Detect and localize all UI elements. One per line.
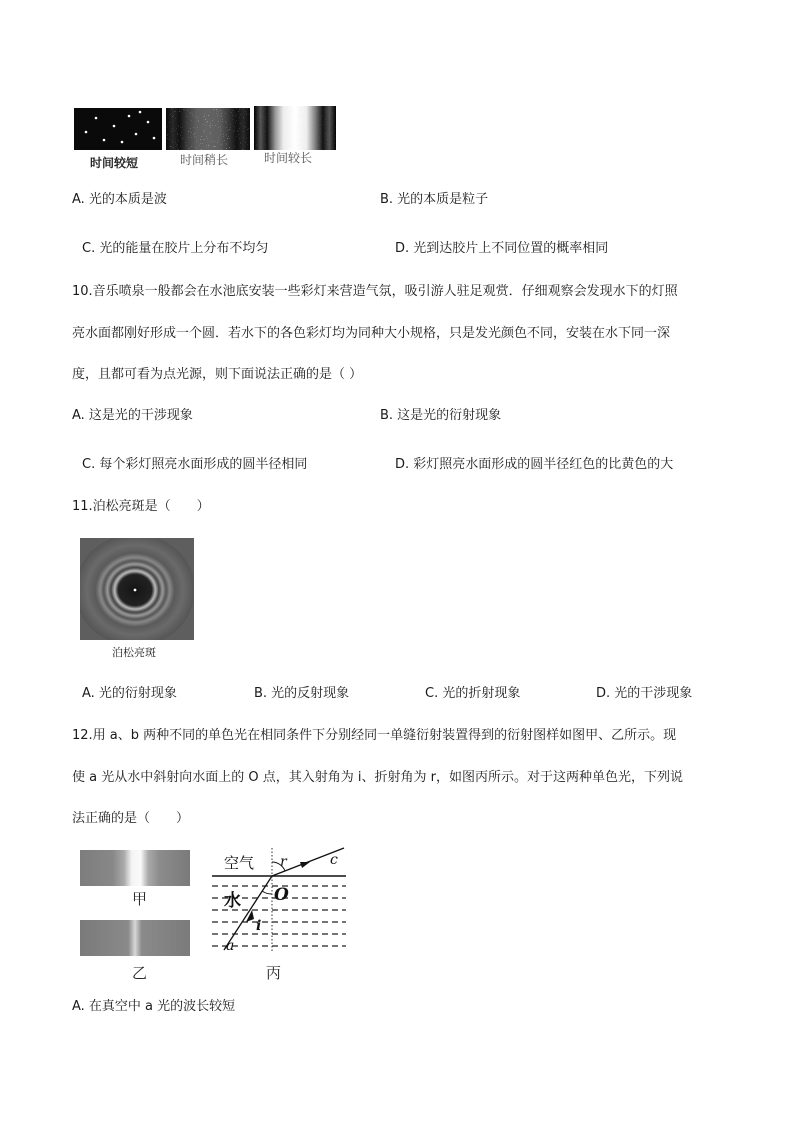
q10-stem-line-1: 10.音乐喷泉一般都会在水池底安装一些彩灯来营造气氛，吸引游人驻足观赏．仔细观察会发现水下的灯照 bbox=[72, 284, 678, 299]
q11-option-d[interactable]: D. 光的干涉现象 bbox=[596, 686, 693, 701]
diffraction-pattern-yi bbox=[80, 920, 190, 960]
angle-i-arc bbox=[262, 891, 272, 894]
strip-caption-2: 时间稍长 bbox=[180, 153, 229, 167]
refraction-diagram-bing bbox=[210, 846, 350, 958]
q10-stem-line-2: 亮水面都刚好形成一个圆．若水下的各色彩灯均为同种大小规格，只是发光颜色不同，安装在水下同一深 bbox=[72, 326, 671, 341]
q12-stem-line-3: 法正确的是（ ） bbox=[72, 811, 190, 826]
q9-option-a[interactable]: A. 光的本质是波 bbox=[72, 192, 167, 207]
incident-arrow bbox=[246, 910, 254, 922]
strip-caption-3: 时间较长 bbox=[264, 151, 313, 165]
q11-stem: 11.泊松亮斑是（ ） bbox=[72, 499, 210, 514]
q11-option-b[interactable]: B. 光的反射现象 bbox=[254, 686, 350, 701]
q12-option-a[interactable]: A. 在真空中 a 光的波长较短 bbox=[72, 999, 236, 1014]
label-o: O bbox=[274, 885, 289, 905]
refracted-arrow bbox=[300, 862, 310, 868]
q10-option-c[interactable]: C. 每个彩灯照亮水面形成的圆半径相同 bbox=[82, 457, 308, 472]
strip-short-time bbox=[74, 108, 162, 150]
q9-option-d[interactable]: D. 光到达胶片上不同位置的概率相同 bbox=[395, 241, 609, 256]
q11-option-c[interactable]: C. 光的折射现象 bbox=[425, 686, 521, 701]
photon-strips-image bbox=[74, 104, 338, 154]
label-yi: 乙 bbox=[132, 964, 148, 982]
q11-option-a[interactable]: A. 光的衍射现象 bbox=[82, 686, 177, 701]
label-bing: 丙 bbox=[266, 964, 282, 982]
label-a: a bbox=[226, 938, 235, 954]
label-jia: 甲 bbox=[132, 890, 148, 908]
q9-figure bbox=[74, 104, 338, 170]
label-water: 水 bbox=[224, 891, 241, 911]
label-c: c bbox=[330, 852, 338, 868]
poisson-spot-figure bbox=[80, 538, 194, 658]
q12-stem-line-1: 12.用 a、b 两种不同的单色光在相同条件下分别经同一单缝衍射装置得到的衍射图样如图甲、乙所示。现 bbox=[72, 728, 677, 743]
q10-option-b[interactable]: B. 这是光的衍射现象 bbox=[380, 408, 502, 423]
q12-stem-line-2: 使 a 光从水中斜射向水面上的 O 点，其入射角为 i、折射角为 r，如图丙所示。对于这两种单色光，下列说 bbox=[72, 770, 683, 785]
q9-option-c[interactable]: C. 光的能量在胶片上分布不均匀 bbox=[82, 241, 269, 256]
label-air: 空气 bbox=[224, 854, 255, 872]
diffraction-pattern-jia bbox=[80, 850, 190, 890]
q10-option-a[interactable]: A. 这是光的干涉现象 bbox=[72, 408, 193, 423]
poisson-spot-image bbox=[80, 538, 194, 640]
poisson-caption: 泊松亮斑 bbox=[112, 646, 156, 659]
q10-stem-line-3: 度，且都可看为点光源，则下面说法正确的是（ ） bbox=[72, 367, 363, 382]
label-i: i bbox=[256, 918, 262, 934]
q9-option-b[interactable]: B. 光的本质是粒子 bbox=[380, 192, 489, 207]
label-r-top: r bbox=[280, 854, 287, 870]
bright-spot bbox=[134, 589, 137, 592]
q12-figure bbox=[80, 846, 350, 986]
strip-caption-1: 时间较短 bbox=[90, 156, 139, 170]
q10-option-d[interactable]: D. 彩灯照亮水面形成的圆半径红色的比黄色的大 bbox=[395, 457, 674, 472]
